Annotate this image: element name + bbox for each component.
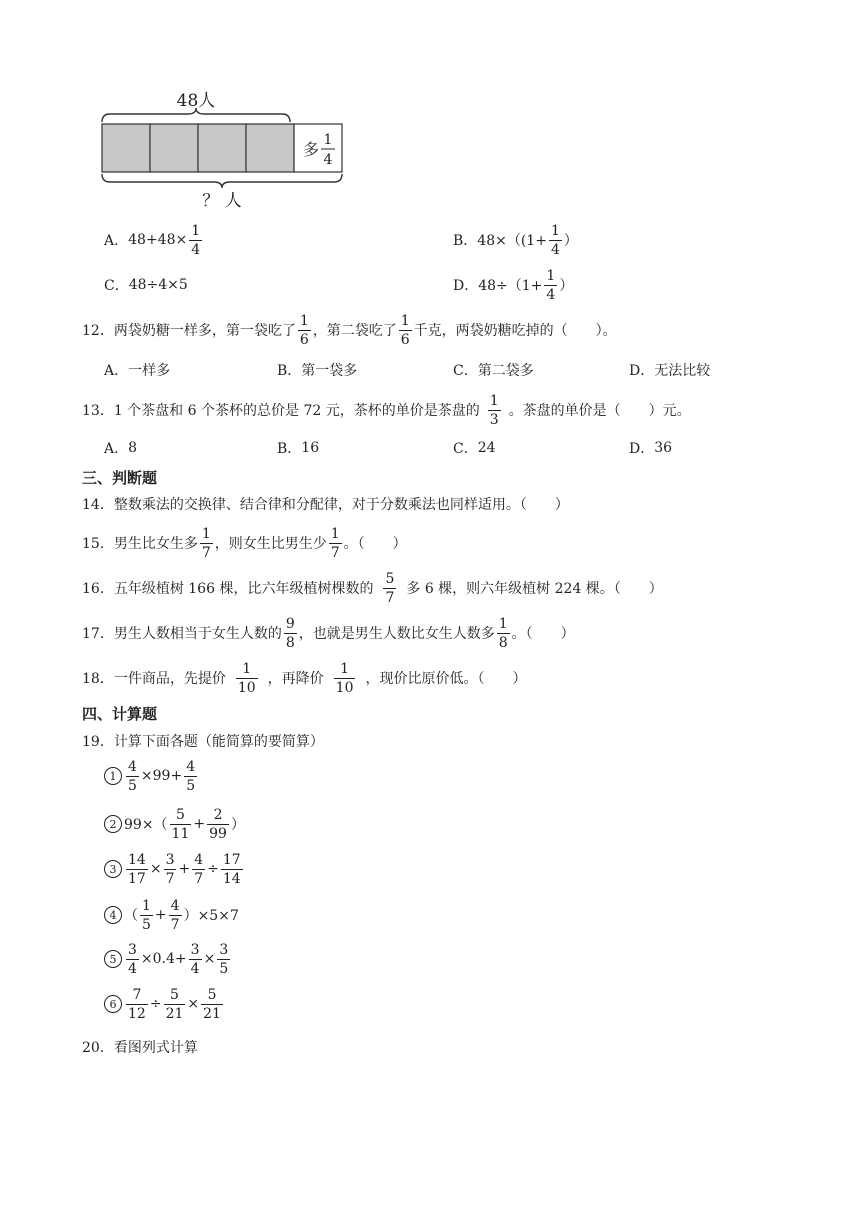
calc-item-6: 6 $\frac{7}{12}$ ÷ $\frac{5}{21}$ × $\frac{5}{21}$ [104, 987, 225, 1021]
circled-number: 2 [104, 815, 122, 833]
calc-item-5: 5 $\frac{3}{4}$ ×0.4+ $\frac{3}{4}$ × $\frac{3}{5}$ [104, 942, 232, 976]
fraction: $\frac{1}{4}$ [191, 222, 201, 258]
calc-item-3: 3 $\frac{14}{17}$ × $\frac{3}{7}$ + $\frac{4}{7}$ ÷ $\frac{17}{14}$ [104, 852, 245, 886]
circled-number: 3 [104, 860, 122, 878]
top-brace [102, 108, 290, 122]
bar-segment [102, 124, 150, 172]
q11-option-c[interactable]: C． 48÷4×5 [104, 277, 188, 294]
fraction: $\frac{1}{4}$ [546, 267, 556, 303]
bar-segment [198, 124, 246, 172]
bottom-total-label: ？ 人 [202, 191, 242, 211]
top-total-label: 48人 [176, 91, 216, 111]
fraction: $\frac{1}{10}$ [335, 660, 354, 696]
fraction: $\frac{1}{7}$ [330, 525, 340, 561]
q12-option-a[interactable]: A． 一样多 [104, 363, 171, 379]
fraction: $\frac{7}{12}$ [128, 986, 146, 1022]
fraction: $\frac{5}{11}$ [171, 806, 190, 842]
fraction: $\frac{1}{3}$ [489, 392, 499, 428]
question-14: 14． 整数乘法的交换律、结合律和分配律，对于分数乘法也同样适用。（ ） [82, 497, 569, 513]
question-18: 18． 一件商品，先提价 $\frac{1}{10}$ ，再降价 $\frac{1}{10}$ ，现价比原价低。（ ） [82, 660, 527, 696]
circled-number: 5 [104, 950, 122, 968]
q11-option-d[interactable]: D． 48÷（1+ $\frac{1}{4}$ ） [453, 267, 574, 303]
fraction: $\frac{1}{4}$ [550, 222, 560, 258]
fraction: $\frac{5}{21}$ [165, 986, 184, 1022]
q13-option-c[interactable]: C． 24 [453, 440, 496, 457]
q13-option-d[interactable]: D． 36 [629, 440, 673, 457]
fraction: $\frac{5}{7}$ [385, 570, 395, 606]
extra-den: 4 [323, 152, 333, 168]
fraction: $\frac{1}{6}$ [400, 312, 410, 348]
question-16: 16． 五年级植树 166 棵，比六年级植树棵数的 $\frac{5}{7}$ 多 6 棵，则六年级植树 224 棵。（ ） [82, 570, 663, 606]
calc-item-4: 4 （ $\frac{1}{5}$ + $\frac{4}{7}$ ）×5×7 [104, 898, 239, 932]
extra-num: 1 [323, 132, 333, 148]
fraction: $\frac{3}{4}$ [190, 941, 200, 977]
bottom-brace [102, 174, 342, 188]
fraction: $\frac{2}{99}$ [209, 806, 227, 842]
circled-number: 4 [104, 906, 122, 924]
fraction: $\frac{14}{17}$ [128, 851, 146, 887]
fraction: $\frac{3}{5}$ [219, 941, 229, 977]
q11-option-b[interactable]: B． 48×（(1+ $\frac{1}{4}$ ） [453, 222, 578, 258]
q12-option-c[interactable]: C． 第二袋多 [453, 363, 534, 379]
question-12: 12． 两袋奶糖一样多，第一袋吃了 $\frac{1}{6}$ ，第二袋吃了 $\frac{1}{6}$ 千克，两袋奶糖吃掉的（ ）。 [82, 312, 617, 348]
extra-prefix: 多 [303, 140, 320, 159]
q12-option-b[interactable]: B． 第一袋多 [277, 363, 358, 379]
fraction: $\frac{1}{7}$ [201, 525, 211, 561]
fraction: $\frac{1}{10}$ [237, 660, 256, 696]
section-3-heading: 三、判断题 [82, 469, 158, 487]
question-19: 19． 计算下面各题（能简算的要简算） [82, 734, 324, 750]
q13-option-b[interactable]: B． 16 [277, 440, 320, 457]
circled-number: 6 [104, 995, 122, 1013]
calc-item-1: 1 $\frac{4}{5}$ ×99+ $\frac{4}{5}$ [104, 759, 199, 793]
fraction: $\frac{3}{7}$ [165, 851, 175, 887]
fraction: $\frac{4}{5}$ [186, 758, 196, 794]
q11-option-a[interactable]: A． 48+48× $\frac{1}{4}$ [104, 222, 201, 258]
circled-number: 1 [104, 767, 122, 785]
fraction: $\frac{1}{6}$ [299, 312, 309, 348]
section-4-heading: 四、计算题 [82, 705, 158, 723]
q12-option-d[interactable]: D． 无法比较 [629, 363, 711, 379]
fraction: $\frac{4}{5}$ [128, 758, 137, 794]
fraction: $\frac{1}{8}$ [498, 615, 508, 651]
q13-option-a[interactable]: A． 8 [104, 440, 138, 457]
fraction: $\frac{17}{14}$ [222, 851, 241, 887]
fraction: $\frac{9}{8}$ [285, 615, 295, 651]
fraction: $\frac{3}{4}$ [128, 941, 137, 977]
question-20: 20． 看图列式计算 [82, 1040, 198, 1056]
question-15: 15． 男生比女生多 $\frac{1}{7}$ ，则女生比男生少 $\frac{1}{7}$ 。（ ） [82, 525, 407, 561]
fraction: $\frac{5}{21}$ [203, 986, 221, 1022]
bar-segment [246, 124, 294, 172]
fraction: $\frac{1}{5}$ [142, 897, 151, 933]
bar-segment [150, 124, 198, 172]
fraction: $\frac{4}{7}$ [194, 851, 204, 887]
question-13: 13． 1 个茶盘和 6 个茶杯的总价是 72 元，茶杯的单价是茶盘的 $\frac{1}{3}$ 。茶盘的单价是（ ）元。 [82, 392, 691, 428]
fraction: $\frac{4}{7}$ [170, 897, 180, 933]
bar-model-diagram [96, 84, 356, 214]
calc-item-2: 2 99×（ $\frac{5}{11}$ + $\frac{2}{99}$ ） [104, 807, 245, 841]
question-17: 17． 男生人数相当于女生人数的 $\frac{9}{8}$ ，也就是男生人数比女生人数多 $\frac{1}{8}$ 。（ ） [82, 615, 575, 651]
